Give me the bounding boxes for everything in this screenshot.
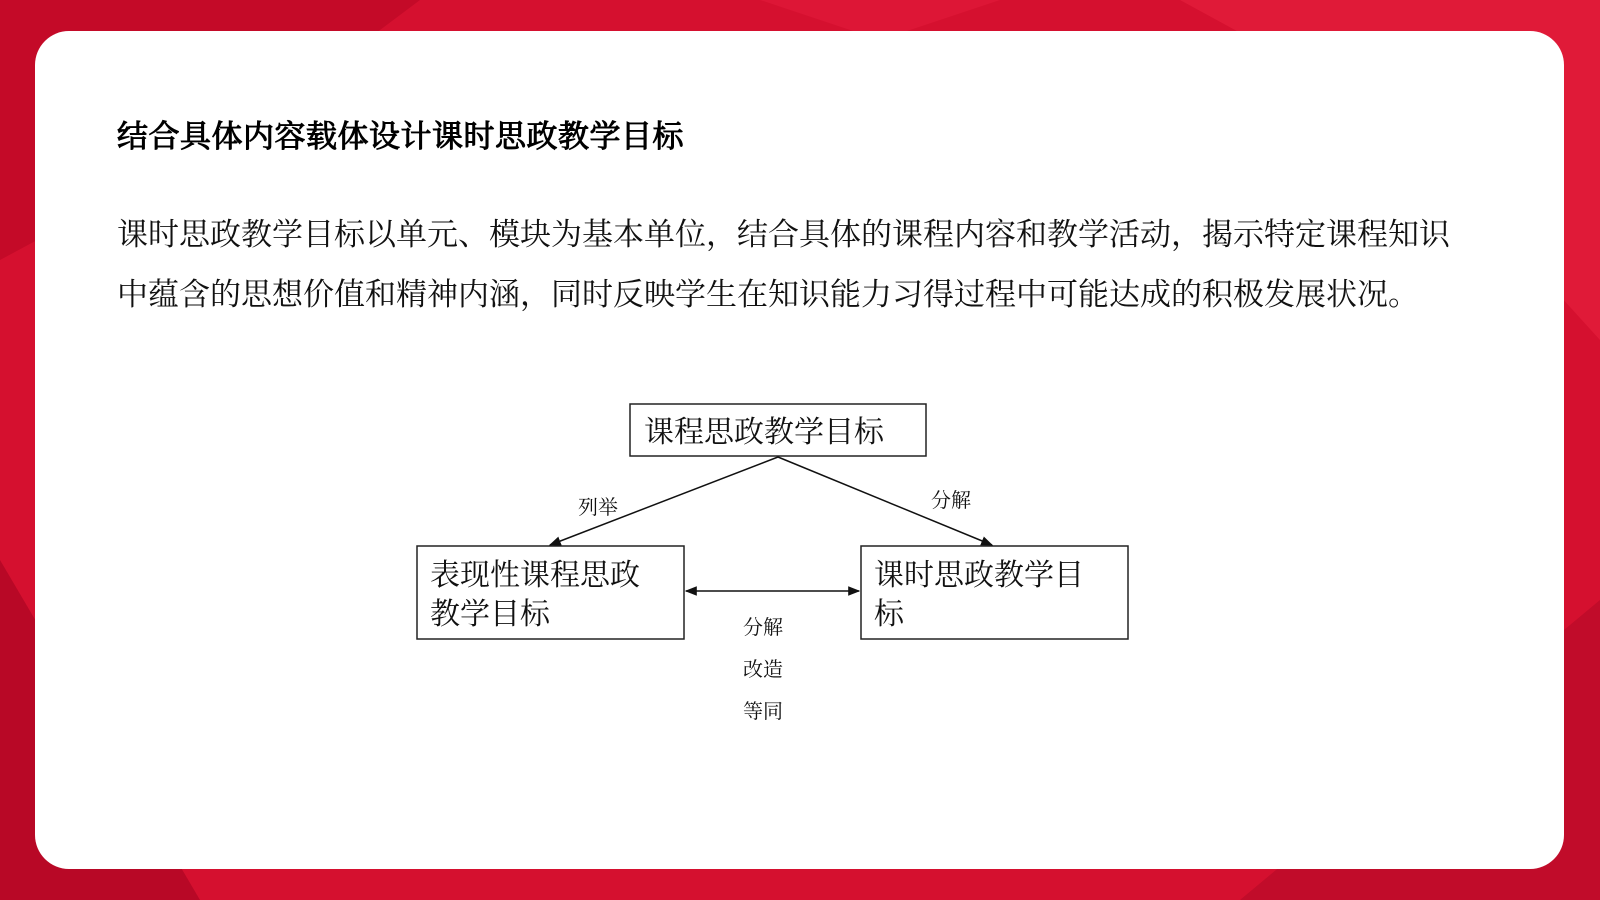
edge-label-decompose: 分解	[931, 488, 971, 512]
node-course-goal	[630, 404, 926, 456]
node-lesson-goal-line-2: 标	[874, 597, 904, 632]
edge-label-bidirectional-2: 改造	[743, 657, 783, 681]
node-performance-goal-line-2: 教学目标	[430, 597, 550, 632]
slide-paragraph: 课时思政教学目标以单元、模块为基本单位，结合具体的课程内容和教学活动，揭示特定课程知识中蕴含的思想价值和精神内涵，同时反映学生在知识能力习得过程中可能达成的积极发展状况。	[117, 217, 1450, 313]
node-lesson-goal	[861, 546, 1128, 639]
node-lesson-goal-line-1: 课时思政教学目	[874, 558, 1084, 593]
node-course-goal-label: 课程思政教学目标	[644, 415, 884, 450]
edge-label-bidirectional-1: 分解	[743, 615, 783, 639]
node-performance-goal	[417, 546, 684, 639]
slide-title: 结合具体内容载体设计课时思政教学目标	[117, 119, 684, 155]
edge-label-bidirectional-3: 等同	[743, 699, 783, 723]
node-performance-goal-line-1: 表现性课程思政	[430, 558, 640, 593]
edge-label-enumerate: 列举	[578, 495, 618, 519]
